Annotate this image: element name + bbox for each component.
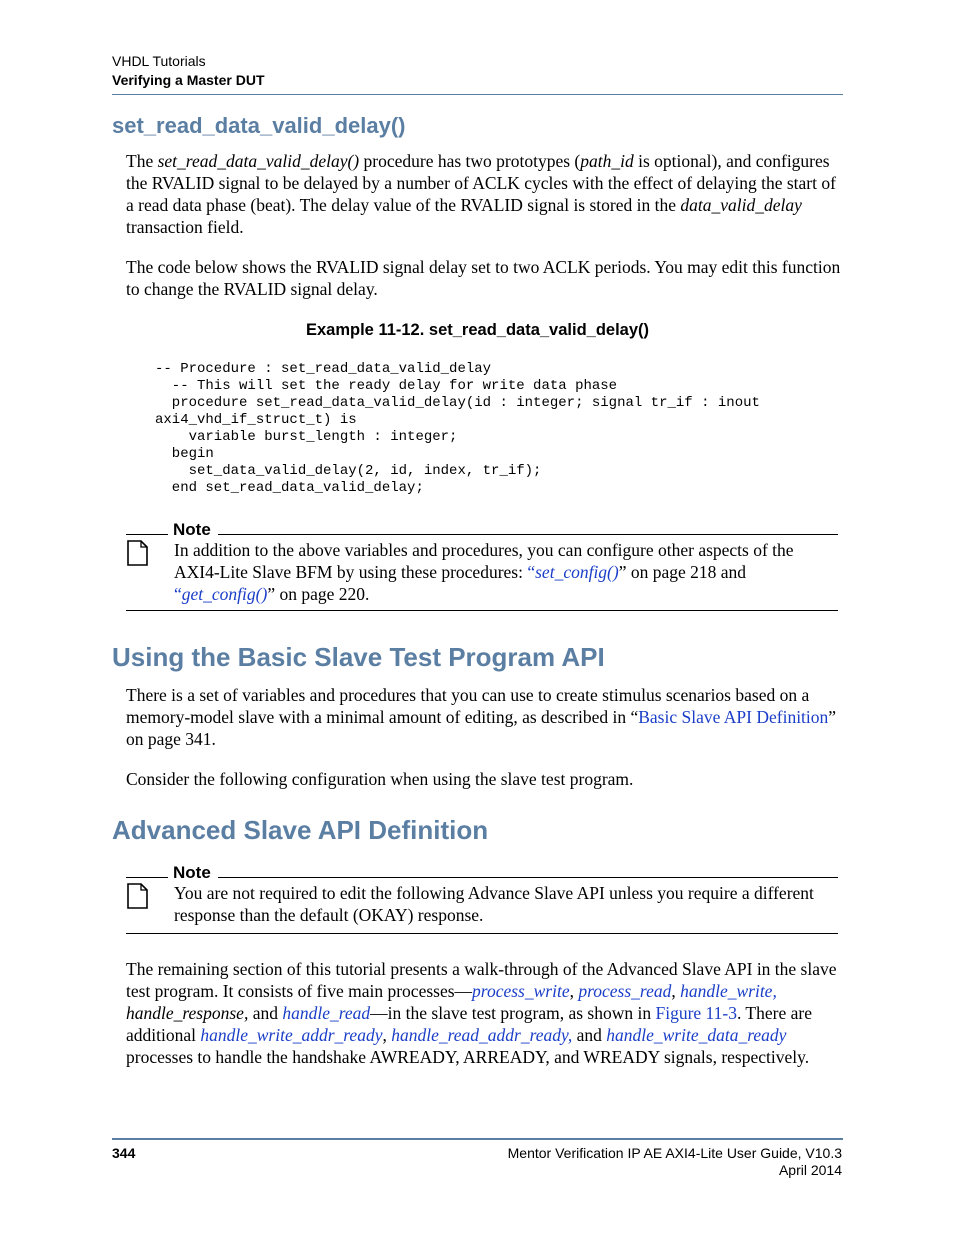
note-rule-right (218, 534, 838, 535)
section1-paragraph-1 (126, 150, 842, 238)
note-label: Note (173, 520, 211, 539)
text-run: and (248, 1003, 283, 1023)
section3-paragraph-1 (126, 958, 842, 1068)
text-run: is optional), and configures the RVALID signal to be delayed by a number of ACLK cycles with the effect of delaying the start of a read data phase (beat). The delay value of the RVALID signal is stored in the (126, 151, 836, 215)
section2-paragraph-2: Consider the following configuration when using the slave test program. (126, 769, 634, 789)
text-run: transaction field. (126, 217, 244, 237)
note-text: You are not required to edit the following Advance Slave API unless you require a different response than the default (OKAY) response. (174, 883, 814, 925)
note-box-2 (126, 863, 838, 935)
cross-reference-link[interactable]: Figure 11-3 (655, 1003, 737, 1023)
text-run: path_id (580, 151, 634, 171)
text-run: set_read_data_valid_delay() (157, 151, 360, 171)
text-run: and (572, 1025, 607, 1045)
cross-reference-link[interactable]: handle_write_addr_ready (200, 1025, 383, 1045)
text-run: , (671, 981, 681, 1001)
note-box-1 (126, 520, 838, 612)
text-run: In addition to the above variables and procedures, you can configure other aspects of the AXI4-Lite Slave BFM by using these procedures: (174, 540, 794, 582)
section1-paragraph-2: The code below shows the RVALID signal delay set to two ACLK periods. You may edit this function to change the RVALID signal delay. (126, 257, 841, 299)
cross-reference-link[interactable]: process_write (472, 981, 570, 1001)
section-title-basic-slave-api: Using the Basic Slave Test Program API (112, 642, 605, 672)
text-run: —in the slave test program, as shown in (370, 1003, 656, 1023)
text-run: data_valid_delay (680, 195, 802, 215)
code-example: -- Procedure : set_read_data_valid_delay -- This will set the ready delay for write data phase procedure set_read_data_valid_delay(id : integer; signal tr_if : inout axi4_vhd_if_struct_t) is variable burst_length : integer; begin set_data_valid_delay(2, id, index, tr_if); end set_read_data_valid_delay; (155, 361, 760, 496)
note-label: Note (173, 863, 211, 882)
section2-paragraph-1 (126, 684, 842, 750)
text-run: , (382, 1025, 392, 1045)
text-run: ” on page 341. (126, 707, 837, 749)
cross-reference-link[interactable]: handle_read_addr_ready, (391, 1025, 573, 1045)
page-number: 344 (112, 1145, 136, 1161)
header-rule (112, 94, 843, 95)
cross-reference-link[interactable]: handle_write_data_ready (606, 1025, 787, 1045)
note-rule-bottom (126, 610, 838, 611)
guide-title: Mentor Verification IP AE AXI4-Lite User Guide, V10.3 (507, 1145, 842, 1161)
text-run: The (126, 151, 158, 171)
header-section: Verifying a Master DUT (112, 72, 265, 88)
text-run: procedure has two prototypes ( (359, 151, 581, 171)
text-run: ” on page 218 and (618, 562, 747, 582)
text-run: There is a set of variables and procedures that you can use to create stimulus scenarios based on a memory-model slave with a minimal amount of editing, as described in “ (126, 685, 810, 727)
text-run: , (569, 981, 579, 1001)
note-page-icon (127, 540, 148, 566)
publication-date: April 2014 (778, 1162, 842, 1178)
section-title-set-read-data-valid-delay: set_read_data_valid_delay() (112, 113, 406, 138)
note-text (174, 539, 838, 605)
note-page-icon (127, 883, 148, 909)
cross-reference-link[interactable]: “ (174, 584, 182, 604)
text-run: . There are additional (126, 1003, 812, 1045)
example-caption: Example 11-12. set_read_data_valid_delay() (305, 321, 650, 339)
note-rule-left (126, 877, 168, 878)
footer-info (508, 1145, 842, 1179)
note-rule-left (126, 534, 168, 535)
text-run: processes to handle the handshake AWREADY, ARREADY, and WREADY signals, respectively. (126, 1047, 810, 1067)
text-run: The remaining section of this tutorial presents a walk-through of the Advanced Slave API in the slave test program. It consists of five main processes— (126, 959, 837, 1001)
cross-reference-link[interactable]: “ (527, 562, 536, 582)
cross-reference-link[interactable]: process_read (578, 981, 672, 1001)
cross-reference-link[interactable]: set_config() (535, 562, 619, 582)
section-title-advanced-slave-api: Advanced Slave API Definition (112, 815, 489, 845)
header-chapter: VHDL Tutorials (112, 53, 206, 69)
running-header (112, 52, 843, 90)
cross-reference-link[interactable]: handle_write, (680, 981, 777, 1001)
text-run: ” on page 220. (267, 584, 370, 604)
note-rule-bottom (126, 933, 838, 934)
text-run: handle_response, (126, 1003, 249, 1023)
cross-reference-link[interactable]: Basic Slave API Definition (638, 707, 829, 727)
note-rule-right (218, 877, 838, 878)
cross-reference-link[interactable]: handle_read (282, 1003, 371, 1023)
footer-rule (112, 1138, 843, 1140)
cross-reference-link[interactable]: get_config() (181, 584, 268, 604)
